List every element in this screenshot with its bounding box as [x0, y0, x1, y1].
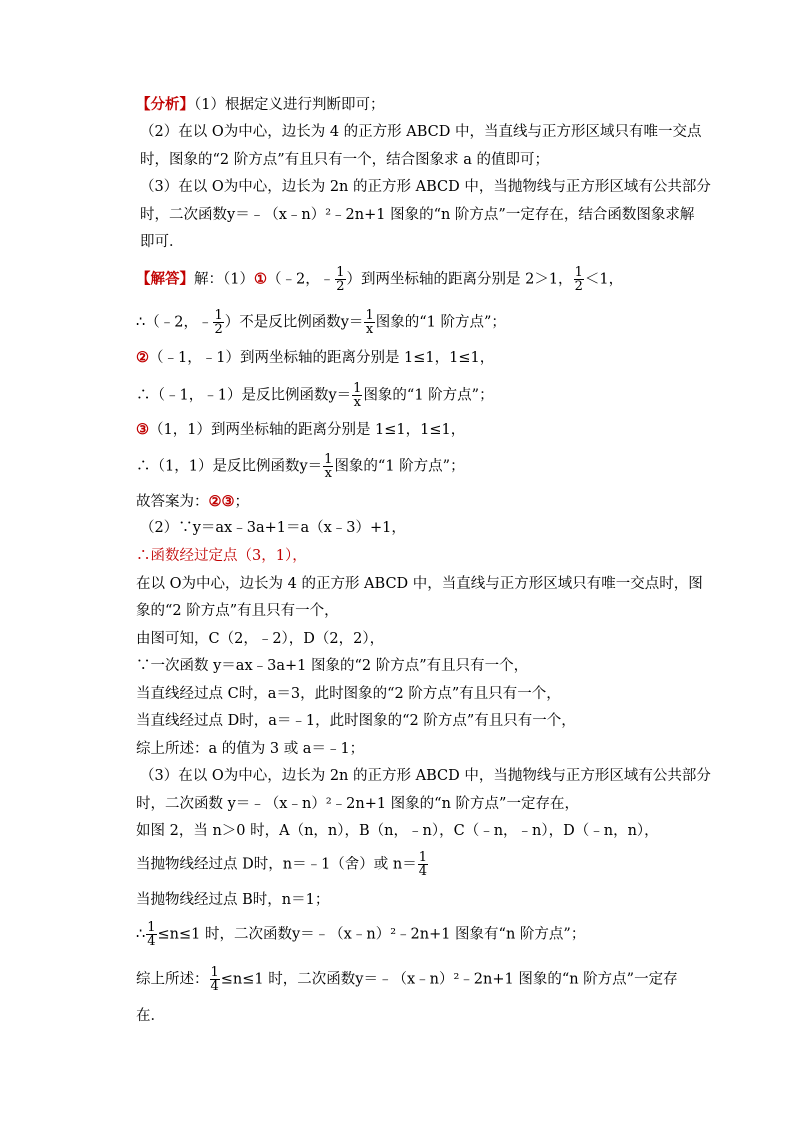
part3-line-7: 综上所述： $\frac{1}{4}$ ≤n≤1 时，二次函数y＝﹣（x﹣n）²﹣2n+1 图象的“n 阶方点”一定存 — [136, 965, 678, 994]
part2-line-4: 象的“2 阶方点”有且只有一个， — [136, 603, 339, 619]
part2-line-6: ∵一次函数 y＝ax﹣3a+1 图象的“2 阶方点”有且只有一个， — [136, 658, 529, 674]
part3-line-6: ∴ $\frac{1}{4}$ ≤n≤1 时，二次函数y＝﹣（x﹣n）²﹣2n+1 图象有“n 阶方点”； — [136, 920, 586, 949]
part3-line-3: 如图 2，当 n＞0 时，A（n，n），B（n，﹣n），C（﹣n，﹣n），D（﹣n，n）， — [136, 823, 659, 839]
analysis-line-6: 即可． — [140, 234, 184, 250]
circled-1: ① — [253, 270, 267, 288]
analysis-line-5: 时，二次函数y＝﹣（x﹣n）²﹣2n+1 图象的“n 阶方点”一定存在，结合函数图象求解 — [140, 207, 695, 223]
fraction-1-over-x: $\frac{1}{x}$ — [353, 381, 362, 410]
fraction-half: $\frac{1}{2}$ — [574, 265, 583, 294]
fraction-1-over-x: $\frac{1}{x}$ — [324, 452, 333, 481]
fraction-half: $\frac{1}{2}$ — [336, 265, 345, 294]
solution-line-6: ∴（1，1）是反比例函数y＝ $\frac{1}{x}$ 图象的“1 阶方点”； — [136, 452, 465, 481]
solution-line-5: ③（1，1）到两坐标轴的距离分别是 1≤1，1≤1， — [136, 421, 466, 438]
part3-line-5: 当抛物线经过点 B时，n＝1； — [136, 892, 330, 908]
analysis-line-1: 【分析】（1）根据定义进行判断即可； — [136, 96, 385, 113]
solution-line-3: ②（﹣1，﹣1）到两坐标轴的距离分别是 1≤1，1≤1， — [136, 349, 495, 366]
circled-2: ② — [136, 349, 149, 366]
part3-line-4: 当抛物线经过点 D时，n＝﹣1（舍）或 n＝ $\frac{1}{4}$ — [136, 850, 428, 879]
part2-line-7: 当直线经过点 C时，a＝3，此时图象的“2 阶方点”有且只有一个， — [136, 686, 561, 702]
part2-line-5: 由图可知，C（2，﹣2），D（2，2）， — [136, 631, 385, 647]
analysis-line-2: （2）在以 O为中心，边长为 4 的正方形 ABCD 中，当直线与正方形区域只有唯一交点 — [140, 124, 702, 140]
circled-3: ③ — [136, 421, 149, 438]
part2-line-8: 当直线经过点 D时，a＝﹣1，此时图象的“2 阶方点”有且只有一个， — [136, 713, 576, 729]
solution-line-1: 【解答】解：（1）①（﹣2，﹣ $\frac{1}{2}$ ）到两坐标轴的距离分别是 2＞1， $\frac{1}{2}$ ＜1， — [136, 265, 624, 294]
fraction-quarter: $\frac{1}{4}$ — [418, 850, 428, 879]
part3-line-8: 在． — [136, 1008, 165, 1024]
part2-line-9: 综上所述：a 的值为 3 或 a＝﹣1； — [136, 741, 365, 757]
solution-line-4: ∴（﹣1，﹣1）是反比例函数y＝ $\frac{1}{x}$ 图象的“1 阶方点”； — [136, 381, 494, 410]
fraction-1-over-x: $\frac{1}{x}$ — [365, 308, 374, 337]
analysis-line-3: 时，图象的“2 阶方点”有且只有一个，结合图象求 a 的值即可； — [140, 152, 550, 168]
answer-line: 故答案为：②③； — [136, 493, 249, 510]
part2-line-3: 在以 O为中心，边长为 4 的正方形 ABCD 中，当直线与正方形区域只有唯一交点时，图 — [136, 576, 703, 592]
solution-tag: 【解答】 — [136, 270, 194, 288]
analysis-line-4: （3）在以 O为中心，边长为 2n 的正方形 ABCD 中，当抛物线与正方形区域有公共部分 — [140, 179, 711, 195]
part3-line-1: （3）在以 O为中心，边长为 2n 的正方形 ABCD 中，当抛物线与正方形区域有公共部分 — [140, 768, 711, 784]
analysis-tag: 【分析】 — [136, 96, 194, 113]
fraction-half: $\frac{1}{2}$ — [214, 308, 223, 337]
part3-line-2: 时，二次函数 y＝﹣（x﹣n）²﹣2n+1 图象的“n 阶方点”一定存在， — [136, 796, 579, 812]
part2-line-2: ∴函数经过定点（3，1）， — [136, 548, 307, 564]
solution-line-2: ∴（﹣2，﹣ $\frac{1}{2}$ ）不是反比例函数y＝ $\frac{1}{x}$ 图象的“1 阶方点”； — [136, 308, 506, 337]
fraction-quarter: $\frac{1}{4}$ — [147, 920, 156, 949]
part2-line-1: （2）∵y＝ax﹣3a+1＝a（x﹣3）+1， — [140, 520, 406, 536]
fraction-quarter: $\frac{1}{4}$ — [210, 965, 219, 994]
